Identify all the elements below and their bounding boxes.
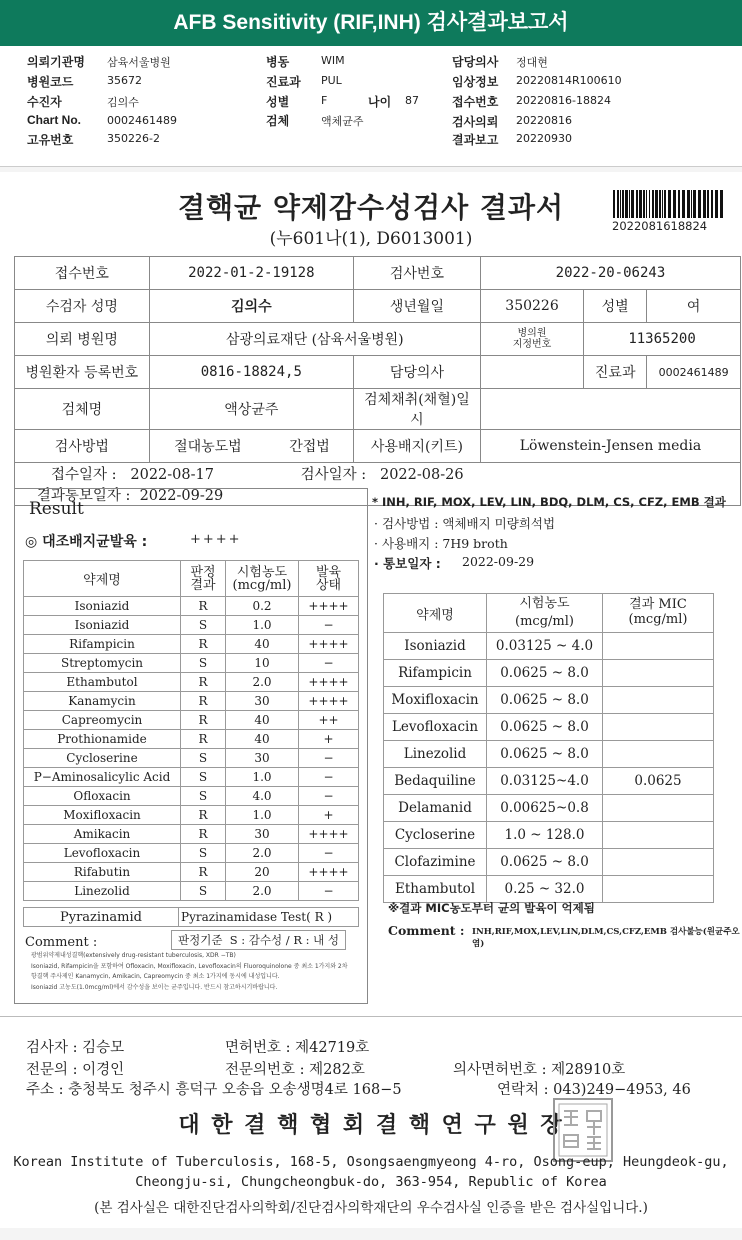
control-growth-value: ++++ <box>190 532 242 547</box>
col-growth: 발육 상태 <box>299 561 359 597</box>
drug-cell-judge: R <box>181 863 226 882</box>
table-row <box>24 787 359 806</box>
header-value: 액체균주 <box>321 115 364 128</box>
mic-cell-drug: Moxifloxacin <box>384 687 487 714</box>
test-no-label: 검사번호 <box>353 257 480 290</box>
scanned-result-document <box>0 172 742 1228</box>
result-comment-label: Comment : <box>25 935 98 950</box>
notified-label: 결과통보일자 : <box>36 488 131 504</box>
table-row <box>24 730 359 749</box>
dept: 0002461489 <box>647 356 741 389</box>
barcode-bar <box>682 190 685 218</box>
header-value: 김의수 <box>107 96 139 109</box>
note-line: 광범위약제내성결핵(extensively drug-resistant tuberculosis, XDR −TB) <box>31 952 236 959</box>
mic-cell-mic <box>603 660 714 687</box>
mic-table <box>383 593 714 903</box>
barcode-bar <box>631 190 634 218</box>
header-label: 담당의사 <box>452 55 499 69</box>
drug-cell-conc: 30 <box>226 692 299 711</box>
barcode-bar <box>678 190 680 218</box>
institute-address-en-1: Korean Institute of Tuberculosis, 168-5, Osongsaengmyeong 4-ro, Osong-eup, Heungdeok-gu, <box>13 1154 729 1170</box>
mic-cell-mic <box>603 876 714 903</box>
mic-cell-range: 0.0625 ~ 8.0 <box>487 714 603 741</box>
drug-cell-judge: R <box>181 825 226 844</box>
drug-cell-growth: − <box>299 882 359 901</box>
mic-cell-range: 0.03125 ~ 4.0 <box>487 633 603 660</box>
note-line: Isoniazid 고농도(1.0mcg/ml)에서 감수성을 보이는 균주입니다. 반드시 참고하시기바랍니다. <box>31 983 278 991</box>
drug-cell-judge: R <box>181 635 226 654</box>
mic-comment-label: Comment : <box>388 923 465 938</box>
reg-no-label: 병원환자 등록번호 <box>15 356 150 389</box>
media: Löwenstein-Jensen media <box>480 430 740 463</box>
mic-cell-drug: Linezolid <box>384 741 487 768</box>
reg-no: 0816-18824,5 <box>149 356 353 389</box>
drug-cell-conc: 1.0 <box>226 806 299 825</box>
header-label: 결과보고 <box>452 133 499 147</box>
mic-cell-mic <box>603 633 714 660</box>
mic-cell-range: 0.0625 ~ 8.0 <box>487 741 603 768</box>
institute-address-en-2: Cheongju-si, Chungcheongbuk-do, 363-954, Republic of Korea <box>135 1174 607 1190</box>
drug-cell-growth: ++++ <box>299 692 359 711</box>
header-value: 0002461489 <box>107 114 177 127</box>
barcode-bar <box>707 190 709 218</box>
table-row <box>24 844 359 863</box>
drug-cell-conc: 40 <box>226 635 299 654</box>
drug-cell-judge: S <box>181 654 226 673</box>
header-value: 350226-2 <box>107 132 160 145</box>
drug-cell-conc: 10 <box>226 654 299 673</box>
table-row <box>24 825 359 844</box>
footer-doctor-license: 의사면허번호 : 제28910호 <box>453 1062 626 1078</box>
drug-cell-drug: Kanamycin <box>24 692 181 711</box>
drug-cell-growth: − <box>299 844 359 863</box>
footer-contact: 연락처 : 043)249−4953, 46 <box>497 1082 691 1098</box>
notified: 2022-09-29 <box>139 488 224 504</box>
mic-notify-date: 2022-09-29 <box>462 554 535 569</box>
barcode-bar <box>646 190 647 218</box>
drug-cell-drug: Streptomycin <box>24 654 181 673</box>
drug-cell-conc: 0.2 <box>226 597 299 616</box>
footer-address: 주소 : 충청북도 청주시 흥덕구 오송읍 오송생명4로 168−5 <box>26 1082 402 1098</box>
barcode-bar <box>662 190 663 218</box>
collect <box>480 389 740 430</box>
table-row <box>24 654 359 673</box>
drug-cell-judge: S <box>181 787 226 806</box>
mic-col-conc: 시험농도 (mcg/ml) <box>487 594 603 633</box>
receipt-no-label: 접수번호 <box>15 257 150 290</box>
method-label: 검사방법 <box>15 430 150 463</box>
barcode-bar <box>617 190 619 218</box>
barcode-bar <box>643 190 645 218</box>
drug-cell-conc: 40 <box>226 730 299 749</box>
drug-cell-drug: Capreomycin <box>24 711 181 730</box>
drug-cell-drug: Moxifloxacin <box>24 806 181 825</box>
header-value: 20220816-18824 <box>516 94 611 107</box>
received: 2022-08-17 <box>130 467 214 483</box>
barcode-bar <box>613 190 615 218</box>
drug-cell-drug: Levofloxacin <box>24 844 181 863</box>
mic-cell-mic <box>603 687 714 714</box>
receipt-no: 2022-01-2-19128 <box>149 257 353 290</box>
drug-cell-judge: S <box>181 768 226 787</box>
header-value: WIM <box>321 54 345 67</box>
barcode-bar <box>687 190 690 218</box>
header-value: 35672 <box>107 74 142 87</box>
header-label: 병동 <box>266 55 290 69</box>
mic-cell-mic <box>603 849 714 876</box>
drug-cell-conc: 1.0 <box>226 616 299 635</box>
table-row <box>24 863 359 882</box>
tested-label: 검사일자 : <box>300 467 367 483</box>
mic-header: * INH, RIF, MOX, LEV, LIN, BDQ, DLM, CS, CFZ, EMB 결과 <box>372 495 726 509</box>
barcode-bar <box>664 190 666 218</box>
mic-cell-drug: Clofazimine <box>384 849 487 876</box>
drug-cell-growth: − <box>299 749 359 768</box>
barcode-bar <box>703 190 706 218</box>
sex: 여 <box>647 290 741 323</box>
mic-cell-mic <box>603 795 714 822</box>
mic-note: ※결과 MIC농도부터 균의 발육이 억제됨 <box>388 901 595 915</box>
specimen: 액상균주 <box>149 389 353 430</box>
mic-cell-mic <box>603 714 714 741</box>
certification-note: (본 검사실은 대한진단검사의학회/진단검사의학재단의 우수검사실 인증을 받은 검사실입니다.) <box>94 1200 648 1216</box>
header-value: 20220930 <box>516 132 572 145</box>
age-label: 나이 <box>368 95 392 109</box>
barcode-bar <box>659 190 661 218</box>
table-row <box>24 692 359 711</box>
barcode-bar <box>652 190 654 218</box>
barcode-number: 2022081618824 <box>612 219 708 233</box>
doctor-label: 담당의사 <box>353 356 480 389</box>
header-label: 고유번호 <box>27 133 74 147</box>
footer-specialist: 전문의 : 이경인 <box>26 1062 125 1078</box>
table-row <box>384 714 714 741</box>
barcode-bar <box>639 190 642 218</box>
drug-cell-growth: − <box>299 654 359 673</box>
header-label: 임상정보 <box>452 75 499 89</box>
drug-cell-drug: Linezolid <box>24 882 181 901</box>
doctor <box>480 356 583 389</box>
drug-cell-drug: Prothionamide <box>24 730 181 749</box>
table-row <box>24 673 359 692</box>
report-banner: AFB Sensitivity (RIF,INH) 검사결과보고서 <box>0 0 742 46</box>
header-label: 병원코드 <box>27 75 74 89</box>
table-row <box>24 635 359 654</box>
drug-cell-conc: 2.0 <box>226 882 299 901</box>
drug-cell-growth: − <box>299 768 359 787</box>
footer-license: 면허번호 : 제42719호 <box>225 1040 370 1056</box>
mic-comment: INH,RIF,MOX,LEV,LIN,DLM,CS,CFZ,EMB 검사불능(원균주오염) <box>472 927 740 949</box>
drug-cell-conc: 4.0 <box>226 787 299 806</box>
table-row <box>24 749 359 768</box>
table-row <box>384 741 714 768</box>
barcode-bar <box>625 190 628 218</box>
table-row <box>384 768 714 795</box>
drug-cell-growth: + <box>299 806 359 825</box>
drug-cell-judge: S <box>181 749 226 768</box>
table-row <box>384 633 714 660</box>
drug-cell-growth: ++++ <box>299 825 359 844</box>
drug-cell-conc: 40 <box>226 711 299 730</box>
pyrazinamide-row <box>23 907 359 927</box>
method-2: 간접법 <box>266 430 353 463</box>
result-notes <box>31 951 359 993</box>
mic-cell-drug: Ethambutol <box>384 876 487 903</box>
method-1: 절대농도법 <box>149 430 266 463</box>
header-label: 검사의뢰 <box>452 115 499 129</box>
drug-cell-drug: Cycloserine <box>24 749 181 768</box>
pza-drug: Pyrazinamid <box>24 908 179 927</box>
table-row <box>384 849 714 876</box>
barcode-bar <box>622 190 624 218</box>
mic-cell-range: 0.03125~4.0 <box>487 768 603 795</box>
report-header <box>0 46 742 167</box>
drug-cell-judge: R <box>181 692 226 711</box>
drug-cell-judge: R <box>181 730 226 749</box>
barcode-bar <box>649 190 650 218</box>
header-value: 20220816 <box>516 114 572 127</box>
date-received <box>15 463 250 484</box>
drug-cell-growth: ++++ <box>299 863 359 882</box>
drug-sensitivity-table <box>23 560 359 901</box>
media-label: 사용배지(키트) <box>353 430 480 463</box>
barcode-icon <box>613 190 723 218</box>
drug-cell-drug: Ethambutol <box>24 673 181 692</box>
dept-label: 진료과 <box>584 356 647 389</box>
barcode-bar <box>715 190 718 218</box>
table-row <box>24 806 359 825</box>
drug-cell-conc: 20 <box>226 863 299 882</box>
mic-cell-mic: 0.0625 <box>603 768 714 795</box>
note-line: 항결핵 주사제인 Kanamycin, Amikacin, Capreomycin 중 최소 1가지에 동시에 내성입니다. <box>31 973 280 980</box>
barcode-bar <box>693 190 696 218</box>
drug-cell-judge: S <box>181 882 226 901</box>
barcode-bar <box>691 190 692 218</box>
drug-cell-judge: R <box>181 673 226 692</box>
drug-cell-conc: 2.0 <box>226 844 299 863</box>
mic-cell-range: 1.0 ~ 128.0 <box>487 822 603 849</box>
patient-name: 김의수 <box>149 290 353 323</box>
sex-label: 성별 <box>584 290 647 323</box>
table-row <box>384 795 714 822</box>
drug-cell-growth: ++ <box>299 711 359 730</box>
document-subtitle: (누601나(1), D6013001) <box>269 229 473 249</box>
barcode-bar <box>673 190 676 218</box>
mic-cell-drug: Cycloserine <box>384 822 487 849</box>
birth: 350226 <box>480 290 583 323</box>
header-value: PUL <box>321 74 342 87</box>
header-value: 정대현 <box>516 56 548 69</box>
footer-inspector: 검사자 : 김승모 <box>26 1040 125 1056</box>
mic-method: · 검사방법 : 액체배지 미량희석법 <box>374 516 556 531</box>
mic-cell-drug: Levofloxacin <box>384 714 487 741</box>
table-row <box>384 876 714 903</box>
col-conc: 시험농도 (mcg/ml) <box>226 561 299 597</box>
mic-cell-mic <box>603 741 714 768</box>
mic-cell-mic <box>603 822 714 849</box>
barcode-bar <box>620 190 621 218</box>
drug-cell-judge: R <box>181 806 226 825</box>
mic-notify-label: · 통보일자 : <box>374 556 441 571</box>
header-label: 검체 <box>266 114 290 128</box>
drug-cell-drug: Ofloxacin <box>24 787 181 806</box>
mic-cell-drug: Rifampicin <box>384 660 487 687</box>
drug-cell-conc: 2.0 <box>226 673 299 692</box>
birth-label: 생년월일 <box>353 290 480 323</box>
mic-cell-range: 0.25 ~ 32.0 <box>487 876 603 903</box>
note-line: Isoniazid, Rifampicin을 포함하여 Ofloxacin, Moxifloxacin, Levofloxacin의 Fluoroquinolone 중 최소 1가지와 2차 <box>31 962 348 970</box>
drug-cell-judge: R <box>181 711 226 730</box>
header-label: 의뢰기관명 <box>27 55 85 69</box>
header-label: Chart No. <box>27 113 81 127</box>
drug-cell-growth: ++++ <box>299 635 359 654</box>
header-value: 삼육서울병원 <box>107 56 171 69</box>
drug-cell-growth: ++++ <box>299 673 359 692</box>
patient-info-table <box>14 256 741 506</box>
barcode-bar <box>698 190 701 218</box>
pza-result: Pyrazinamidase Test( R ) <box>179 908 359 927</box>
barcode-bar <box>655 190 658 218</box>
control-growth-label: ◎ 대조배지균발육 : <box>25 534 148 550</box>
drug-cell-drug: P−Aminosalicylic Acid <box>24 768 181 787</box>
mic-cell-range: 0.0625 ~ 8.0 <box>487 687 603 714</box>
drug-cell-drug: Rifampicin <box>24 635 181 654</box>
drug-cell-growth: + <box>299 730 359 749</box>
drug-cell-growth: − <box>299 787 359 806</box>
mic-cell-range: 0.00625~0.8 <box>487 795 603 822</box>
table-row <box>24 882 359 901</box>
table-row <box>384 822 714 849</box>
collect-label: 검체채취(채혈)일시 <box>353 389 480 430</box>
col-judge: 판정 결과 <box>181 561 226 597</box>
barcode-bar <box>711 190 713 218</box>
barcode-bar <box>668 190 671 218</box>
footer-specialist-no: 전문의번호 : 제282호 <box>225 1062 365 1078</box>
header-label: 수진자 <box>27 95 62 109</box>
mic-col-result: 결과 MIC (mcg/ml) <box>603 594 714 633</box>
test-no: 2022-20-06243 <box>480 257 740 290</box>
drug-cell-drug: Isoniazid <box>24 597 181 616</box>
header-value: F <box>321 94 328 107</box>
col-drug: 약제명 <box>24 561 181 597</box>
table-row <box>24 711 359 730</box>
tested: 2022-08-26 <box>379 467 464 483</box>
mic-cell-range: 0.0625 ~ 8.0 <box>487 849 603 876</box>
table-row <box>24 597 359 616</box>
criteria-box: 판정기준 S : 감수성 / R : 내 성 <box>171 930 346 950</box>
drug-cell-conc: 1.0 <box>226 768 299 787</box>
drug-cell-growth: ++++ <box>299 597 359 616</box>
mic-cell-drug: Bedaquiline <box>384 768 487 795</box>
drug-cell-drug: Amikacin <box>24 825 181 844</box>
result-panel <box>14 488 368 1004</box>
footer-divider <box>0 1016 742 1017</box>
header-label: 접수번호 <box>452 95 499 109</box>
drug-cell-conc: 30 <box>226 749 299 768</box>
barcode-bar <box>720 190 723 218</box>
hospital-label: 의뢰 병원명 <box>15 323 150 356</box>
mic-cell-range: 0.0625 ~ 8.0 <box>487 660 603 687</box>
drug-cell-growth: − <box>299 616 359 635</box>
drug-cell-judge: S <box>181 616 226 635</box>
received-label: 접수일자 : <box>51 467 117 483</box>
date-tested <box>255 463 510 484</box>
table-row <box>24 768 359 787</box>
table-row <box>384 660 714 687</box>
drug-cell-judge: S <box>181 844 226 863</box>
header-label: 진료과 <box>266 75 301 89</box>
mic-cell-drug: Delamanid <box>384 795 487 822</box>
hospital: 삼광의료재단 (삼육서울병원) <box>149 323 480 356</box>
designation: 11365200 <box>584 323 741 356</box>
drug-cell-drug: Isoniazid <box>24 616 181 635</box>
header-value: 20220814R100610 <box>516 74 622 87</box>
mic-media: · 사용배지 : 7H9 broth <box>374 536 508 551</box>
patient-name-label: 수검자 성명 <box>15 290 150 323</box>
result-heading: Result <box>29 499 84 519</box>
table-row <box>24 616 359 635</box>
institute-name: 대 한 결 핵 협 회 결 핵 연 구 원 장 <box>178 1112 564 1138</box>
barcode-bar <box>629 190 630 218</box>
specimen-label: 검체명 <box>15 389 150 430</box>
drug-cell-drug: Rifabutin <box>24 863 181 882</box>
designation-label: 병의원 지정번호 <box>480 323 583 356</box>
age-value: 87 <box>405 94 419 107</box>
barcode-bar <box>636 190 638 218</box>
drug-cell-conc: 30 <box>226 825 299 844</box>
document-title: 결핵균 약제감수성검사 결과서 <box>177 191 565 224</box>
mic-col-drug: 약제명 <box>384 594 487 633</box>
header-label: 성별 <box>266 95 290 109</box>
mic-cell-drug: Isoniazid <box>384 633 487 660</box>
drug-cell-judge: R <box>181 597 226 616</box>
table-row <box>384 687 714 714</box>
